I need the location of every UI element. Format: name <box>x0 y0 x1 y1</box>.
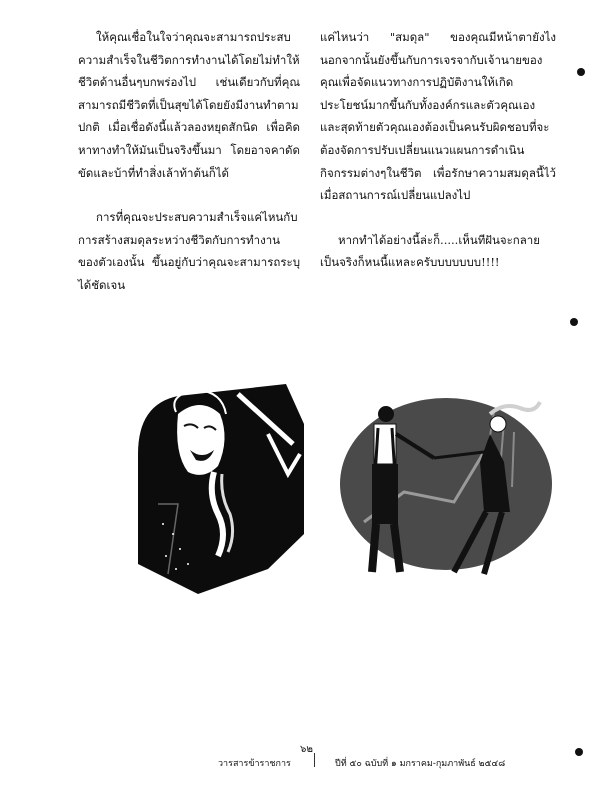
left-paragraph-2: การที่คุณจะประสบความสำเร็จแค่ไหนกับการสร้างสมดุลระหว่างชีวิตกับการทำงานของตัวเองนั้น ขึ้นอยู่กับว่าคุณจะสามารถระบุได้ชัดเจน <box>78 210 300 292</box>
binder-hole-1 <box>577 68 585 76</box>
left-paragraph-1: ให้คุณเชื่อในใจว่าคุณจะสามารถประสบความสำเร็จในชีวิตการทำงานได้โดยไม่ทำให้ชีวิตด้านอื่นๆบกพร่องไป เช่นเดียวกับที่คุณสามารถมีชีวิตที่เป็นสุขได้โดยยังมีงานทำตามปกติ เมื่อเชื่อดังนี้แล้วลองหยุดสักนิด เพื่อคิดหาทางทำให้มันเป็นจริงขึ้นมา โดยอาจคาดัดขัดและบ้าที่ทำสิ่งเล้าท้าต้นก็ได้ <box>78 30 300 180</box>
woman-illustration <box>118 384 304 594</box>
right-paragraph-1: แค่ไหนว่า "สมดุล" ของคุณมีหน้าตายังไง นอกจากนั้นยังขึ้นกับการเจรจากับเจ้านายของคุณเพื่อจัดแนวทางการปฏิบัติงานให้เกิดประโยชน์มากขึ้นกับทั้งองค์กรและตัวคุณเอง และสุดท้ายตัวคุณเองต้องเป็นคนรับผิดชอบที่จะต้องจัดการปรับเปลี่ยนแนวแผนการดำเนินกิจกรรมต่างๆในชีวิต เพื่อรักษาความสมดุลนี้ไว้เมื่อสถานการณ์เปลี่ยนแปลงไป <box>320 30 556 203</box>
issue-info: ปีที่ ๕๐ ฉบับที่ ๑ มกราคม-กุมภาพันธ์ ๒๕๔๘ <box>335 759 506 769</box>
right-paragraph-2: หากทำได้อย่างนี้ล่ะก็.....เห็นทีฝันจะกลายเป็นจริงก็หนนี้แหละครับบบบบบบ!!!! <box>320 232 541 270</box>
journal-name: วารสารข้าราชการ <box>218 759 291 769</box>
binder-hole-3 <box>575 748 583 756</box>
binder-hole-2 <box>570 318 578 326</box>
footer-divider <box>314 753 315 767</box>
left-text-column <box>78 26 300 297</box>
page-number: ๖๒ <box>300 744 313 755</box>
dancing-couple-illustration <box>334 392 554 582</box>
right-text-column <box>320 26 556 274</box>
